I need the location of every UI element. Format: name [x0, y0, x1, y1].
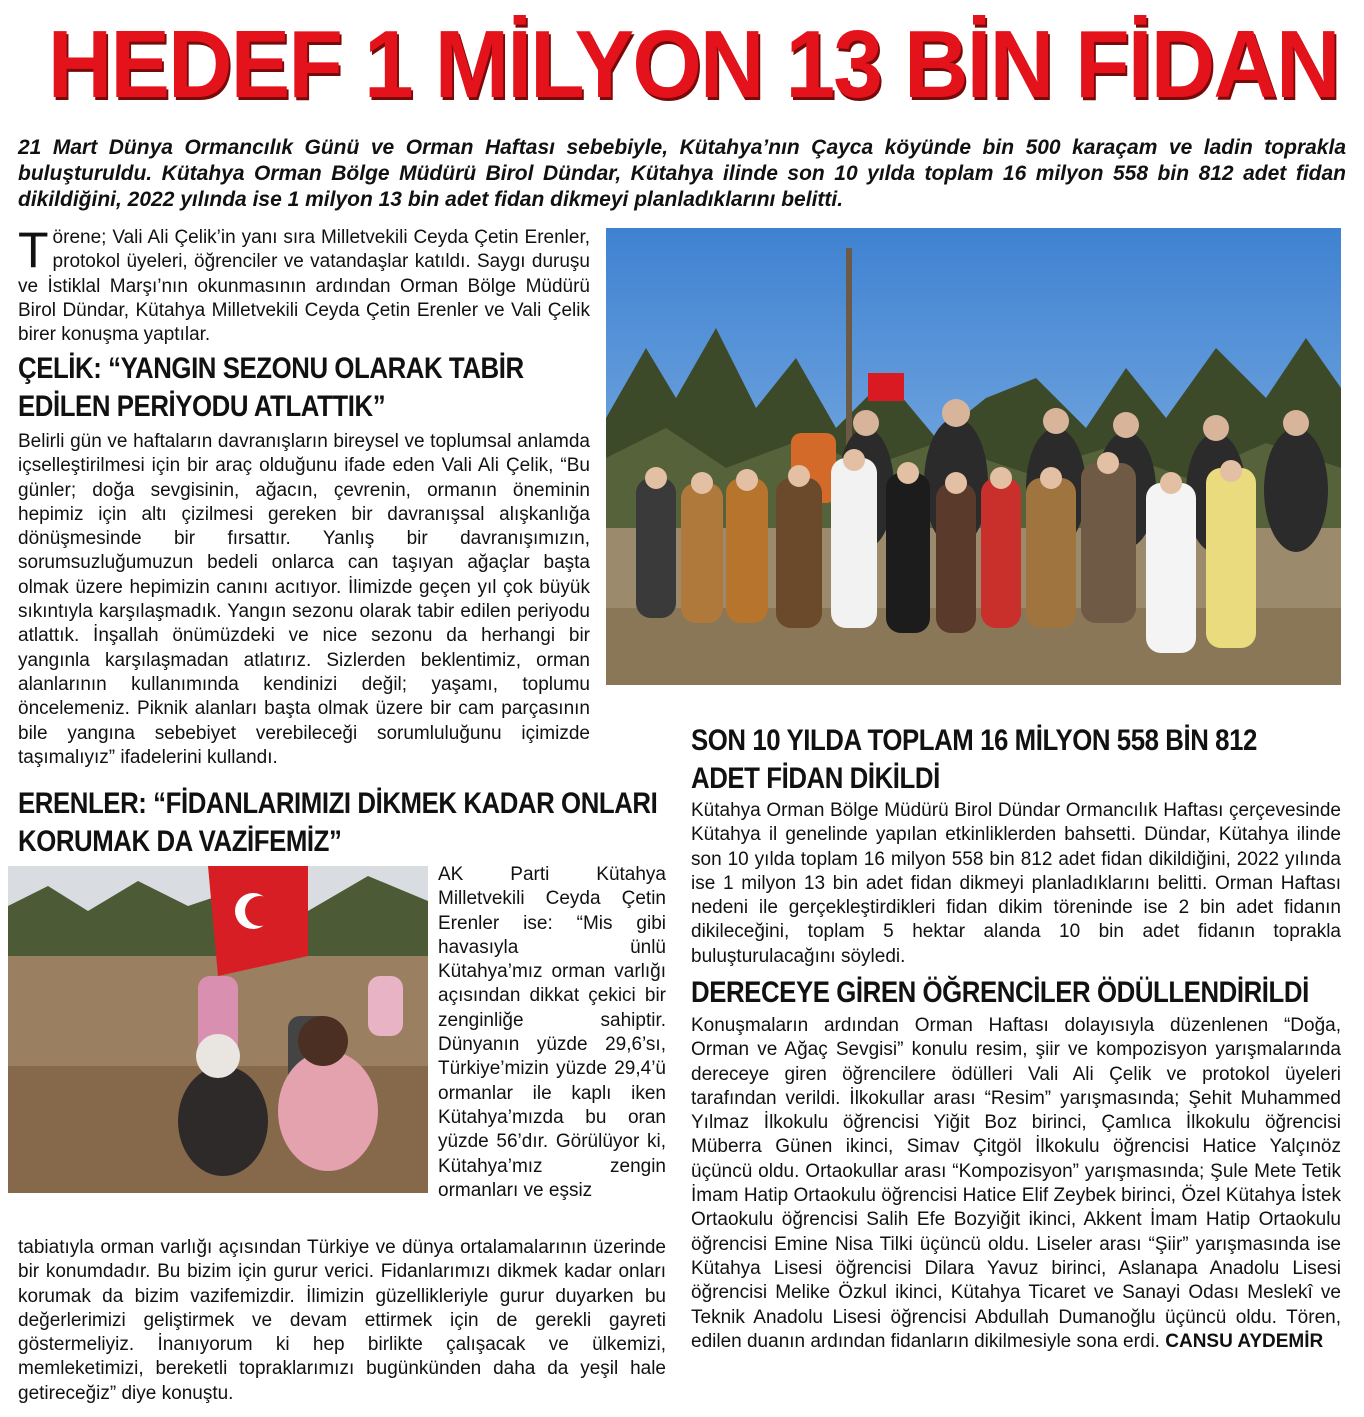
byline: CANSU AYDEMİR — [1165, 1330, 1324, 1352]
celik-heading-line2: EDİLEN PERİYODU ATLATTIK” — [18, 390, 386, 423]
erenler-heading-line2: KORUMAK DA VAZİFEMİZ” — [18, 825, 342, 858]
group-photo — [606, 228, 1341, 685]
celik-heading — [18, 350, 618, 426]
lead-paragraph: 21 Mart Dünya Ormancılık Günü ve Orman Haftası sebebiyle, Kütahya’nın Çayca köyünde bin 500 karaçam ve ladin toprakla buluşturuldu. Kütahya Orman Bölge Müdürü Birol Dündar, Kütahya ilinde son 10 yılda toplam 16 milyon 558 bin 812 adet fidan dikildiğini, 2022 yılında ise 1 milyon 13 bin adet fidan dikmeyi planladıklarını belitti. — [18, 136, 1346, 211]
planting-photo-image — [8, 866, 428, 1193]
erenler-heading-line1: ERENLER: “FİDANLARIMIZI DİKMEK KADAR ONLARI — [18, 787, 658, 820]
erenler-body-side — [438, 863, 666, 1203]
intro-text: örene; Vali Ali Çelik’in yanı sıra Milletvekili Ceyda Çetin Erenler, protokol üyeleri, öğrenciler ve vatandaşlar katıldı. Saygı duruşu ve İstiklal Marşı’nın okunmasının ardından Orman Bölge Müdürü Birol Dündar, Kütahya Milletvekili Ceyda Çetin Erenler ve Vali Çelik birer konuşma yaptılar. — [18, 227, 590, 346]
dundar-body-text: Kütahya Orman Bölge Müdürü Birol Dündar Ormancılık Haftası çerçevesinde Kütahya il genelinde yapılan etkinliklerden bahsetti. Dündar, Kütahya ilinde son 10 yılda toplam 16 milyon 558 bin 812 adet fidan dikildiğini, 2022 yılında ise 1 milyon 13 bin adet fidan dikmeyi planladıklarını belitti. Orman Haftası nedeni ile gerçekleştirdikleri fidan dikim töreninde ise 2 bin adet fidanın dikileceğini, toplam 5 hektar alanda 10 bin adet fidanın toprakla buluşturulacağını söyledi. — [691, 800, 1341, 967]
group-photo-image — [606, 228, 1341, 685]
erenler-body-full — [18, 1236, 666, 1406]
planting-photo — [8, 866, 428, 1193]
erenler-body-full-text: tabiatıyla orman varlığı açısından Türkiye ve dünya ortalamalarının üzerinde bir konumdadır. Bu bizim için gurur verici. Fidanlarımızı dikmek kadar onları korumak da bizim vazifemizdir. İlimizin güzellikleriyle gurur duyarken bu değerlerimizi geliştirmek ve devam ettirmek için de gerekli gayreti göstermeliyiz. İnanıyorum ki hep birlikte çalışacak ve ülkemizi, memleketimizi, bereketli topraklarımızı bugünkünden daha da yeşil hale getireceğiz” diye konuştu. — [18, 1237, 666, 1404]
dundar-heading-line1: SON 10 YILDA TOPLAM 16 MİLYON 558 BİN 812 — [691, 724, 1257, 757]
awards-heading — [691, 974, 1351, 1012]
page-headline: HEDEF 1 MİLYON 13 BİN FİDAN — [47, 11, 1339, 118]
erenler-heading — [18, 785, 718, 861]
intro-paragraph — [18, 222, 590, 347]
celik-heading-line1: ÇELİK: “YANGIN SEZONU OLARAK TABİR — [18, 352, 524, 385]
awards-body — [691, 1014, 1341, 1354]
awards-heading-text: DERECEYE GİREN ÖĞRENCİLER ÖDÜLLENDİRİLDİ — [691, 976, 1309, 1009]
dundar-heading-line2: ADET FİDAN DİKİLDİ — [691, 762, 940, 795]
celik-body — [18, 430, 590, 770]
erenler-body-side-text: AK Parti Kütahya Milletvekili Ceyda Çetin Erenler ise: “Mis gibi havasıyla ünlü Kütahya’mız orman varlığı açısından dikkat çekici bir zenginliğe sahiptir. Dünyanın yüzde 29,6’sı, Türkiye’mizin yüzde 29,4’ü ormanlar ile kaplı iken Kütahya’mızda bu oran yüzde 56’dır. Görülüyor ki, Kütahya’mız zengin ormanları ve eşsiz — [438, 864, 666, 1201]
dundar-body — [691, 799, 1341, 969]
drop-cap: T — [18, 222, 49, 278]
dundar-heading — [691, 722, 1351, 798]
awards-body-paragraph — [691, 1014, 1341, 1354]
awards-body-text: Konuşmaların ardından Orman Haftası dolayısıyla düzenlenen “Doğa, Orman ve Ağaç Sevgisi” konulu resim, şiir ve kompozisyon yarışmalarında dereceye giren öğrencilere ödülleri Vali Ali Çelik ve protokol üyeleri tarafından verildi. İlkokullar arası “Resim” yarışmasında; Şehit Muhammed Yılmaz İlkokulu öğrencisi Yiğit Boz birinci, Çamlıca İlkokulu öğrencisi Müberra Günen ikinci, Simav Çitgöl İlkokulu öğrencisi Hatice Yalçınöz üçüncü oldu. Ortaokullar arası “Kompozisyon” yarışmasında; Şule Mete Tetik İmam Hatip Ortaokulu öğrencisi Hatice Elif Zeybek birinci, Özel Kütahya İstek Ortaokulu öğrencisi Salih Efe Bozyiğit ikinci, Akkent İmam Hatip Ortaokulu öğrencisi Emine Nisa Tilki üçüncü oldu. Liseler arası “Şiir” yarışmasında ise Kütahya Lisesi öğrencisi Dilara Yavuz birinci, Aslanapa Anadolu Lisesi öğrencisi Melike Özkul ikinci, Kütahya Ticaret ve Sanayi Odası Meslekî ve Teknik Anadolu Lisesi öğrencisi Abdullah Dumanoğlu üçüncü oldu. Tören, edilen duanın ardından fidanların dikilmesiyle sona erdi. — [691, 1015, 1341, 1352]
celik-body-text: Belirli gün ve haftaların davranışların bireysel ve toplumsal anlamda içselleştirilmesi için bir araç olduğunu ifade eden Vali Ali Çelik, “Bu günler; doğa sevgisinin, ağacın, çevrenin, ormanın öneminin hepimiz için altı çizilmesi gereken bir davranışsal alışkanlığa dönüşmesinde bir fırsattır. Yanlış bir davranışımızın, sorumsuzluğumuzun bedeli onlarca can taşıyan ağaçlar başta olmak üzere hepimizin canını acıtıyor. İlimizde geçen yıl çok büyük sıkıntıyla karşılaşmadık. Yangın sezonu olarak tabir edilen periyodu atlattık. İnşallah önümüzdeki ve nice sezonu da herhangi bir yangınla karşılaşmadan atlatırız. Sizlerden beklentimiz, orman alanlarının kullanımında kendinizi değil; yaşamı, toplumu öncelemeniz. Piknik alanları başta olmak üzere bir cam parçasının bile yangına sebebiyet verebileceği sorumluluğunu içimizde taşımalıyız” ifadelerini kullandı. — [18, 431, 590, 768]
